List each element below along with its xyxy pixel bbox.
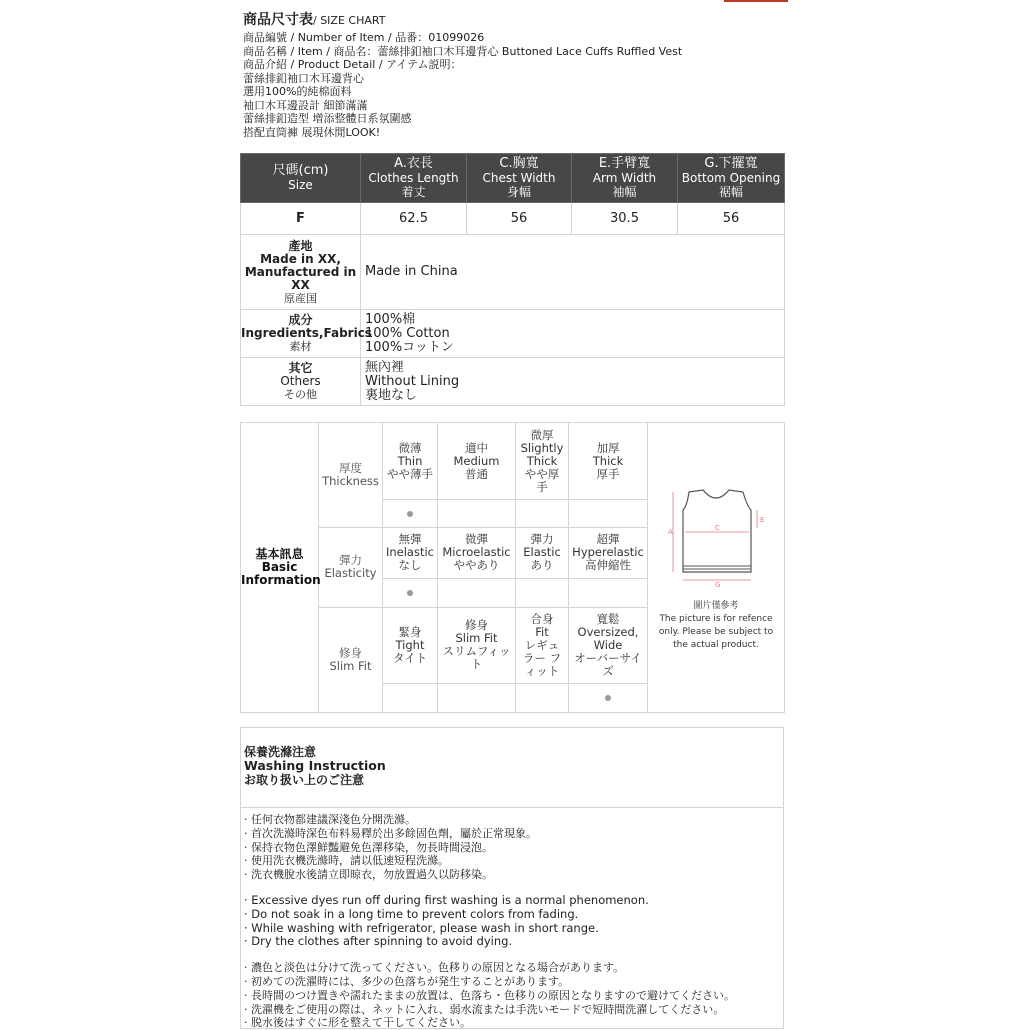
- size-cell: 56: [678, 203, 785, 235]
- washing-line: · 首次洗滌時深色布料易釋於出多餘固色劑，屬於正常現象。: [244, 826, 537, 840]
- detail-line: 選用100%的純棉面料: [243, 85, 352, 98]
- vest-diagram: [661, 484, 771, 589]
- thickness-mark: [516, 500, 569, 528]
- thickness-mark: [383, 500, 438, 528]
- washing-line: · 濃色と淡色は分けて洗ってください。色移りの原因となる場合があります。: [244, 961, 625, 975]
- diagram-label-c: C: [715, 523, 720, 532]
- washing-line: · Do not soak in a long time to prevent colors from fading.: [244, 906, 579, 921]
- washing-line: · While washing with refrigerator, please wash in short range.: [244, 920, 599, 935]
- size-col-header: 尺碼(cm) Size: [241, 154, 361, 203]
- washing-line: · 初めての洗濯時には、多少の色落ちが発生することがあります。: [244, 974, 570, 988]
- thickness-mark: [438, 500, 516, 528]
- others-row: [241, 358, 785, 406]
- washing-line: · 洗衣機脫水後請立即晾衣，勿放置過久以防移染。: [244, 868, 493, 882]
- elasticity-option-hyperelastic: 超彈 Hyperelastic 高伸縮性: [569, 528, 648, 578]
- elasticity-label: 彈力 Elasticity: [319, 528, 383, 607]
- elasticity-mark: [383, 578, 438, 607]
- selected-dot: [605, 695, 611, 701]
- made-in-label: 產地 Made in XX, Manufactured in XX 原産国: [241, 235, 361, 310]
- diagram-label-a: A: [668, 527, 673, 536]
- fit-option-tight: 緊身 Tight タイト: [383, 607, 438, 683]
- others-label: 其它 Others その他: [241, 358, 361, 406]
- size-chart-table: [240, 153, 785, 406]
- washing-line: · 使用洗衣機洗滌時，請以低速短程洗滌。: [244, 854, 449, 868]
- detail-line: 搭配直筒褲 展現休閒LOOK!: [243, 125, 381, 139]
- fabric-value: 100%棉 100% Cotton 100%コットン: [361, 310, 785, 358]
- washing-line: · 保持衣物色澤鮮豔避免色澤移染，勿長時間浸泡。: [244, 840, 493, 854]
- washing-title: 保養洗滌注意 Washing Instruction お取り扱い上のご注意: [241, 728, 783, 808]
- basic-info-title: 基本訊息 Basic Information: [241, 423, 319, 713]
- chest-width-header: C.胸寬 Chest Width 身幅: [467, 154, 572, 203]
- detail-line: 袖口木耳邊設計 細節滿滿: [243, 98, 368, 112]
- arm-width-header: E.手臂寬 Arm Width 袖幅: [572, 154, 678, 203]
- clothes-length-header: A.衣長 Clothes Length 着丈: [361, 154, 467, 203]
- bottom-opening-header: G.下擺寬 Bottom Opening 裾幅: [678, 154, 785, 203]
- washing-instruction-panel: [240, 727, 784, 1029]
- others-value: 無內裡 Without Lining 裏地なし: [361, 358, 785, 406]
- washing-line: · 洗濯機をご使用の際は、ネットに入れ、弱水流または手洗いモードで短時間洗濯してください。: [244, 1002, 725, 1016]
- size-header-row: [241, 154, 785, 203]
- selected-dot: [407, 590, 413, 596]
- fit-option-slim: 修身 Slim Fit スリムフィッ ト: [438, 607, 516, 683]
- elasticity-mark: [516, 578, 569, 607]
- washing-line: · Dry the clothes after spinning to avoid dying.: [244, 934, 513, 949]
- product-header: [243, 10, 803, 139]
- elasticity-option-microelastic: 微彈 Microelastic ややあり: [438, 528, 516, 578]
- item-name: 商品名稱 / Item / 商品名：蕾絲排釦袖口木耳邊背心 Buttoned Lace Cuffs Ruffled Vest: [243, 44, 683, 58]
- selected-dot: [407, 511, 413, 517]
- size-cell: F: [241, 203, 361, 235]
- size-cell: 30.5: [572, 203, 678, 235]
- thickness-mark: [569, 500, 648, 528]
- washing-line: · Excessive dyes run off during first washing is a normal phenomenon.: [244, 892, 649, 907]
- detail-label: 商品介紹 / Product Detail / アイテム説明：: [243, 58, 462, 71]
- thickness-label: 厚度 Thickness: [319, 423, 383, 528]
- thickness-option-thin: 微薄 Thin やや薄手: [383, 423, 438, 500]
- item-number: 商品編號 / Number of Item / 品番：01099026: [243, 31, 485, 44]
- fit-option-oversized: 寬鬆 Oversized, Wide オーバーサイ ズ: [569, 607, 648, 683]
- fit-mark: [438, 683, 516, 712]
- made-in-value: Made in China: [361, 235, 785, 310]
- elasticity-mark: [438, 578, 516, 607]
- detail-line: 蕾絲排釦袖口木耳邊背心: [243, 71, 364, 85]
- fabric-row: [241, 310, 785, 358]
- made-in-row: [241, 235, 785, 310]
- fit-mark: [569, 683, 648, 712]
- diagram-label-e: E: [760, 515, 765, 524]
- elasticity-option-elastic: 彈力 Elastic あり: [516, 528, 569, 578]
- washing-line: · 任何衣物都建議深淺色分開洗滌。: [244, 813, 416, 826]
- fit-option-regular: 合身 Fit レギュ ラー フ ィット: [516, 607, 569, 683]
- fabric-label: 成分 Ingredients,Fabrics 素材: [241, 310, 361, 358]
- basic-info-table: [240, 422, 785, 713]
- detail-line: 蕾絲排釦造型 增添整體日系氛圍感: [243, 112, 412, 125]
- fit-mark: [383, 683, 438, 712]
- size-cell: 62.5: [361, 203, 467, 235]
- page-title: 商品尺寸表/ SIZE CHART: [243, 12, 386, 28]
- thickness-option-thick: 加厚 Thick 厚手: [569, 423, 648, 500]
- thickness-option-medium: 適中 Medium 普通: [438, 423, 516, 500]
- thickness-options-row: [241, 423, 785, 500]
- washing-line: · 脱水後はすぐに形を整えて干してください。: [244, 1016, 471, 1030]
- washing-text: [241, 808, 783, 1030]
- fit-label: 修身 Slim Fit: [319, 607, 383, 712]
- washing-line: · 長時間のつけ置きや濡れたままの放置は、色落ち・色移りの原因となりますので避けてください。: [244, 988, 735, 1002]
- fit-mark: [516, 683, 569, 712]
- elasticity-mark: [569, 578, 648, 607]
- size-cell: 56: [467, 203, 572, 235]
- elasticity-option-inelastic: 無彈 Inelastic なし: [383, 528, 438, 578]
- size-row-f: [241, 203, 785, 235]
- garment-diagram-cell: [648, 423, 785, 713]
- top-accent-bar: [724, 0, 788, 2]
- thickness-option-slightly-thick: 微厚 Slightly Thick やや厚 手: [516, 423, 569, 500]
- diagram-label-g: G: [715, 580, 721, 589]
- picture-note: 圖片僅參考 The picture is for refence only. Please be subject to the actual product.: [658, 600, 774, 650]
